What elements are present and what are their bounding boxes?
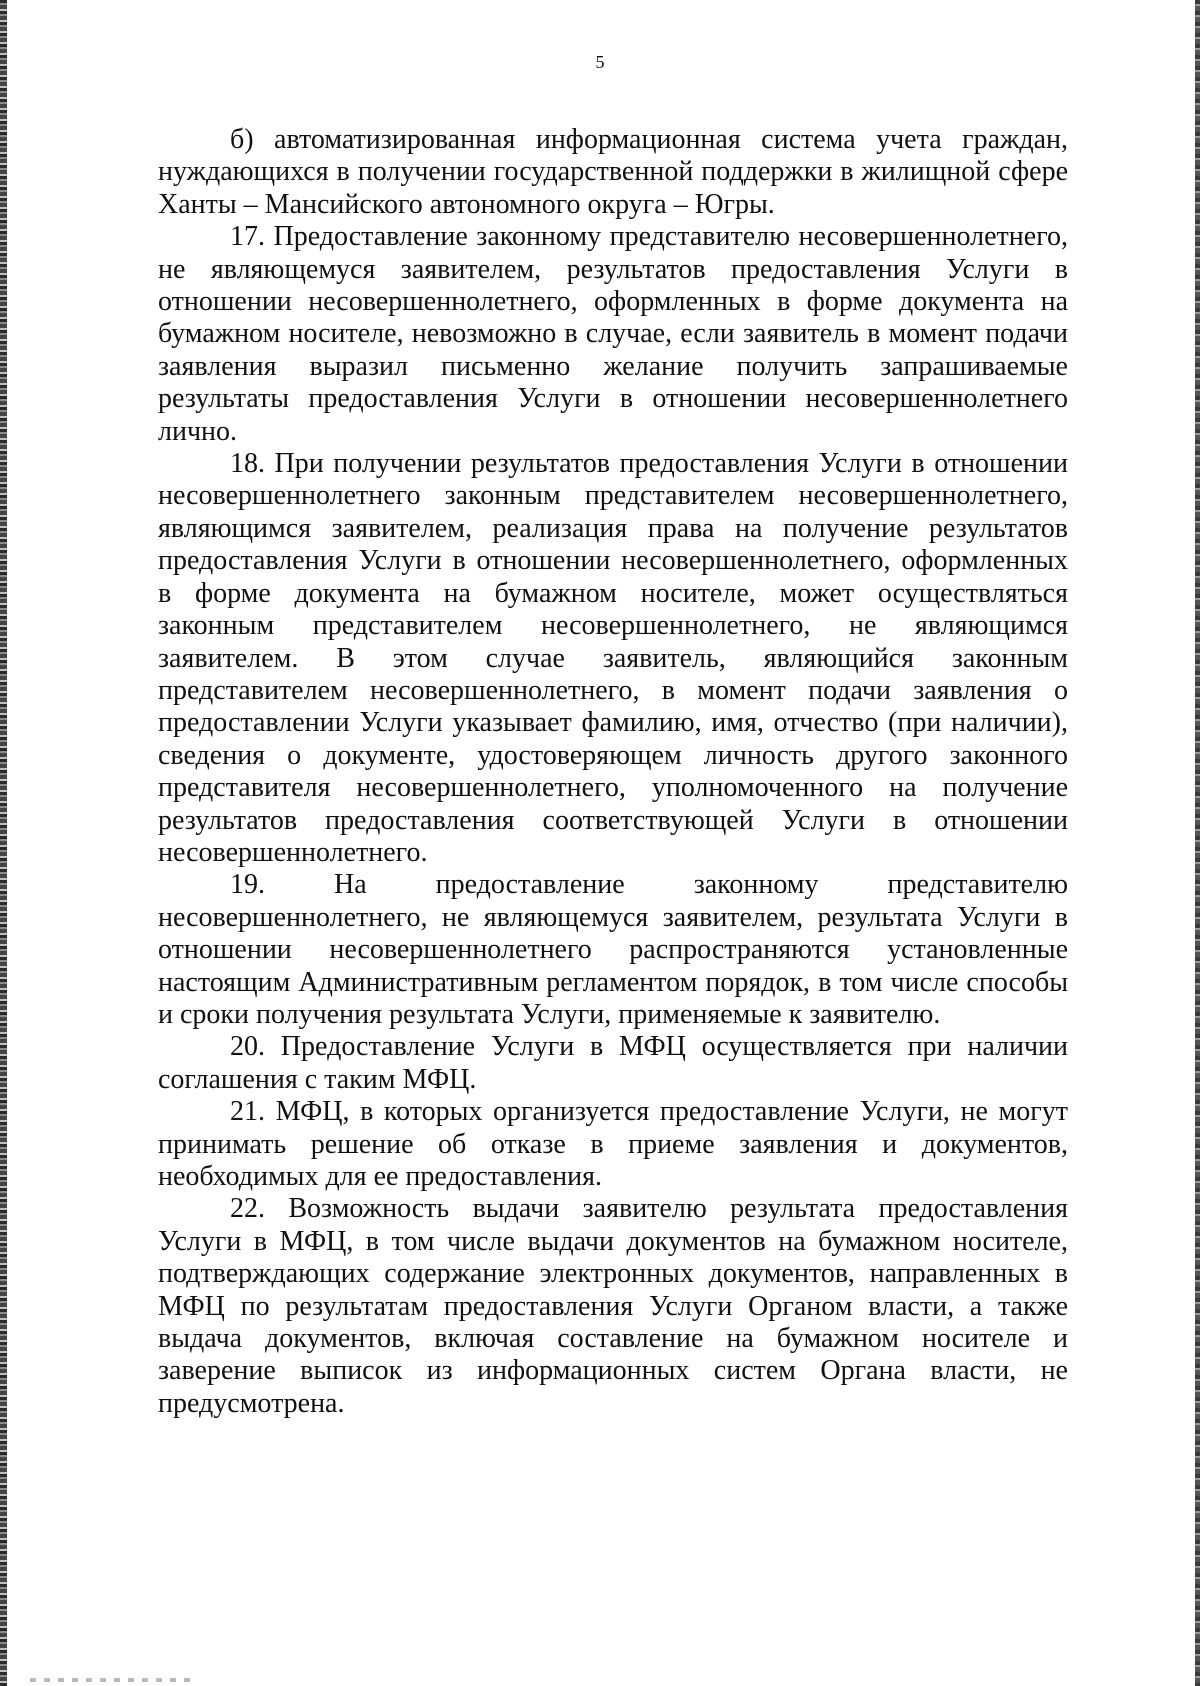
paragraph-17: 17. Предоставление законному представителю несовершеннолетнего, не являющемуся заявителем, результатов предоставления Услуги в отношении несовершеннолетнего, оформленных в форме документа на бумажном носителе, невозможно в случае, если заявитель в момент подачи заявления выразил письменно желание получить запрашиваемые результаты предоставления Услуги в отношении несовершеннолетнего лично. <box>158 221 1068 447</box>
scan-right-edge <box>1195 0 1200 1686</box>
paragraph-18: 18. При получении результатов предоставления Услуги в отношении несовершеннолетнего законным представителем несовершеннолетнего, являющимся заявителем, реализация права на получение результатов предоставления Услуги в отношении несовершеннолетнего, оформленных в форме документа на бумажном носителе, может осуществляться законным представителем несовершеннолетнего, не являющимся заявителем. В этом случае заявитель, являющийся законным представителем несовершеннолетнего, в момент подачи заявления о предоставлении Услуги указывает фамилию, имя, отчество (при наличии), сведения о документе, удостоверяющем личность другого законного представителя несовершеннолетнего, уполномоченного на получение результатов предоставления соответствующей Услуги в отношении несовершеннолетнего. <box>158 448 1068 868</box>
paragraph-22: 22. Возможность выдачи заявителю результата предоставления Услуги в МФЦ, в том числе выдачи документов на бумажном носителе, подтверждающих содержание электронных документов, направленных в МФЦ по результатам предоставления Услуги Органом власти, а также выдача документов, включая составление на бумажном носителе и заверение выписок из информационных систем Органа власти, не предусмотрена. <box>158 1193 1068 1419</box>
document-body <box>158 124 1068 1420</box>
page-number: 5 <box>595 52 605 72</box>
paragraph-20: 20. Предоставление Услуги в МФЦ осуществляется при наличии соглашения с таким МФЦ. <box>158 1031 1068 1095</box>
scan-bottom-artifact <box>30 1678 190 1682</box>
paragraph-b: б) автоматизированная информационная система учета граждан, нуждающихся в получении государственной поддержки в жилищной сфере Ханты – Мансийского автономного округа – Югры. <box>158 124 1068 220</box>
scan-left-edge <box>0 0 7 1686</box>
paragraph-21: 21. МФЦ, в которых организуется предоставление Услуги, не могут принимать решение об отказе в приеме заявления и документов, необходимых для ее предоставления. <box>158 1096 1068 1192</box>
paragraph-19: 19. На предоставление законному представителю несовершеннолетнего, не являющемуся заявителем, результата Услуги в отношении несовершеннолетнего распространяются установленные настоящим Административным регламентом порядок, в том числе способы и сроки получения результата Услуги, применяемые к заявителю. <box>158 869 1068 1030</box>
